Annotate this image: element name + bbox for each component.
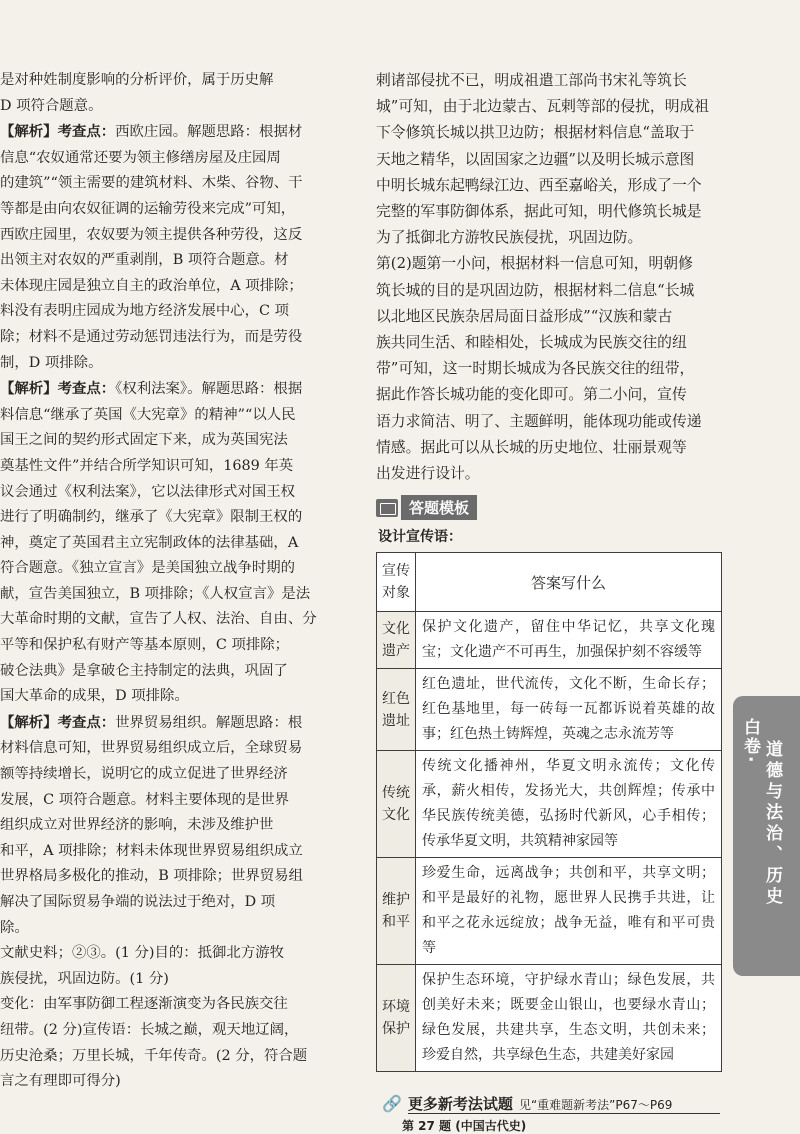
right-text-line: 以北地区民族杂居局面日益形成”“汉族和蒙古 [376, 307, 673, 325]
table-row [377, 669, 722, 751]
row-content: 传统文化播神州，华夏文明永流传；文化传承，薪火相传，发扬光大，共创辉煌；传承中华民族传统美德，弘扬时代新风，心手相传；传承华夏文明，共筑精神家园等 [416, 751, 722, 858]
left-text-line: 国王之间的契约形式固定下来，成为英国宪法 [0, 432, 288, 449]
left-text-line: 【解析】考查点：西欧庄园。解题思路：根据材 [0, 123, 303, 141]
page-footer: 第 27 题 (中国古代史) [402, 1119, 527, 1133]
left-text-line: 献，宣告美国独立，B 项排除；《人权宣言》是法 [0, 585, 311, 602]
left-text-line: 除。 [0, 919, 29, 936]
analysis-marker: 【解析】考查点： [0, 123, 116, 141]
right-text-line: 带”可知，这一时期长城成为各民族交往的纽带， [376, 360, 695, 378]
footer-divider [408, 1113, 720, 1114]
right-text-line: 据此作答长城功能的变化即可。第二小问，宣传 [376, 386, 687, 404]
left-text-line: 发展，C 项符合题意。材料主要体现的是世界 [0, 791, 290, 808]
left-text-line: 纽带。(2 分)宣传语：长城之巅，观天地辽阔， [0, 1021, 299, 1038]
row-category: 红色遗址 [377, 669, 416, 751]
analysis-marker: 【解析】考查点： [0, 380, 116, 398]
more-questions-title: 更多新考法试题 [407, 1095, 513, 1113]
left-text-line: 【解析】考查点：《权利法案》。解题思路：根据 [0, 380, 303, 398]
left-text-line: 言之有理即可得分) [0, 1073, 121, 1090]
row-content: 红色遗址，世代流传，文化不断，生命长存；红色基地里，每一砖每一瓦都诉说着英雄的故事；红色热土铸辉煌，英魂之志永流芳等 [416, 669, 722, 751]
left-text-line: 破仑法典》是拿破仑主持制定的法典，巩固了 [0, 662, 288, 679]
left-text-line: 平等和保护私有财产等基本原则，C 项排除； [0, 637, 290, 654]
left-text-line: 出领主对农奴的严重剥削，B 项符合题意。材 [0, 252, 289, 269]
left-text-line: 除；材料不是通过劳动惩罚违法行为，而是劳役 [0, 328, 303, 345]
left-text-line: 西欧庄园里，农奴要为领主提供各种劳役，这反 [0, 226, 303, 243]
left-text-line: 进行了明确制约，继承了《大宪章》限制王权的 [0, 509, 303, 526]
left-text-line: 议会通过《权利法案》，它以法律形式对国王权 [0, 483, 296, 500]
left-answer-column [0, 68, 324, 1095]
left-text-line: 信息“农奴通常还要为领主修缮房屋及庄园周 [0, 149, 281, 166]
left-text-line: 和平，A 项排除；材料未体现世界贸易组织成立 [0, 842, 303, 859]
template-header [376, 495, 477, 520]
right-text-line: 为了抵御北方游牧民族侵扰，巩固边防。 [376, 229, 643, 247]
right-text-line: 族共同生活、和睦相处，长城成为民族交往的纽 [376, 334, 687, 352]
left-text-line: 文献史料；②③。(1 分)目的：抵御北方游牧 [0, 945, 284, 962]
left-text-line: 【解析】考查点：世界贸易组织。解题思路：根 [0, 713, 303, 731]
row-category: 文化遗产 [377, 612, 416, 669]
more-questions [382, 1093, 672, 1114]
left-text-line: 解决了国际贸易争端的说法过于绝对，D 项 [0, 894, 276, 910]
book-icon [376, 499, 398, 517]
left-text-line: 变化：由军事防御工程逐渐演变为各民族交往 [0, 996, 288, 1013]
left-text-line: 国大革命的成果，D 项排除。 [0, 688, 189, 705]
left-text-line: 未体现庄园是独立自主的政治单位，A 项排除； [0, 277, 303, 294]
side-tab-title: 白卷· [740, 718, 760, 765]
table-row [377, 751, 722, 858]
right-answer-column [376, 68, 728, 487]
row-category: 维护和平 [377, 858, 416, 965]
left-text-line: 材料信息可知，世界贸易组织成立后，全球贸易 [0, 740, 303, 757]
header-answer: 答案写什么 [416, 553, 722, 612]
row-category: 环境保护 [377, 965, 416, 1072]
left-text-line: 额等持续增长，说明它的成立促进了世界经济 [0, 766, 288, 783]
left-text-line: 奠基性文件”并结合所学知识可知，1689 年英 [0, 457, 294, 474]
left-text-line: 等都是由向农奴征调的运输劳役来完成”可知， [0, 200, 296, 217]
left-text-line: 神，奠定了英国君主立宪制政体的法律基础，A [0, 534, 299, 551]
left-text-line: 料信息“继承了英国《大宪章》的精神”“以人民 [0, 406, 296, 423]
right-text-line: 下令修筑长城以拱卫边防；根据材料信息“盖取于 [376, 124, 695, 142]
right-text-line: 天地之精华，以固国家之边疆”以及明长城示意图 [376, 150, 695, 168]
right-text-line: 完整的军事防御体系，据此可知，明代修筑长城是 [376, 203, 702, 221]
right-text-line: 出发进行设计。 [376, 465, 480, 483]
header-target: 宣传对象 [377, 553, 416, 612]
right-text-line: 第(2)题第一小问，根据材料一信息可知，明朝修 [376, 255, 693, 273]
row-content: 珍爱生命，远离战争；共创和平，共享文明；和平是最好的礼物，愿世界人民携手共进，让和平之花永远绽放；战争无益，唯有和平可贵等 [416, 858, 722, 965]
row-content: 保护生态环境，守护绿水青山；绿色发展，共创美好未来；既要金山银山，也要绿水青山；绿色发展，共建共享，生态文明，共创未来；珍爱自然，共享绿色生态，共建美好家园 [416, 965, 722, 1072]
answer-template-table [376, 552, 722, 1072]
right-text-line: 中明长城东起鸭绿江边、西至嘉峪关，形成了一个 [376, 176, 702, 194]
table-row [377, 965, 722, 1072]
left-text-line: 的建筑”“领主需要的建筑材料、木柴、谷物、干 [0, 175, 303, 192]
left-text-line: 世界格局多极化的推动，B 项排除；世界贸易组 [0, 868, 303, 885]
row-category: 传统文化 [377, 751, 416, 858]
template-title: 答题模板 [401, 495, 477, 520]
table-row [377, 612, 722, 669]
left-text-line: 历史沧桑；万里长城，千年传奇。(2 分，符合题 [0, 1047, 308, 1064]
left-text-line: 组织成立对世界经济的影响，未涉及维护世 [0, 817, 274, 834]
analysis-marker: 【解析】考查点： [0, 713, 116, 731]
template-subtitle: 设计宣传语： [378, 529, 462, 545]
table-header-row [377, 553, 722, 612]
right-text-line: 筑长城的目的是巩固边防，根据材料二信息“长城 [376, 281, 695, 299]
right-text-line: 城”可知，由于北边蒙古、瓦剌等部的侵扰，明成祖 [376, 98, 710, 116]
left-text-line: 料没有表明庄园成为地方经济发展中心，C 项 [0, 303, 290, 320]
left-text-line: 大革命时期的文献，宣告了人权、法治、自由、分 [0, 611, 317, 628]
left-text-line: 族侵扰，巩固边防。(1 分) [0, 970, 169, 987]
left-text-line: 符合题意。《独立宣言》是美国独立战争时期的 [0, 560, 296, 577]
side-tab-subject: 道德与法治、历史 [762, 740, 782, 908]
right-text-line: 情感。据此可以从长城的历史地位、壮丽景观等 [376, 438, 687, 456]
table-row [377, 858, 722, 965]
left-text-line: 制，D 项排除。 [0, 354, 103, 371]
paperclip-icon: 🔗 [382, 1094, 402, 1113]
right-text-line: 剌诸部侵扰不已，明成祖遣工部尚书宋礼等筑长 [376, 72, 687, 89]
right-text-line: 语力求简洁、明了、主题鲜明，能体现功能或传递 [376, 412, 702, 430]
more-questions-ref: 见“重难题新考法”P67～P69 [518, 1098, 673, 1112]
row-content: 保护文化遗产，留住中华记忆，共享文化瑰宝；文化遗产不可再生，加强保护刻不容缓等 [416, 612, 722, 669]
left-text-line: 是对种姓制度影响的分析评价，属于历史解 [0, 72, 274, 88]
left-text-line: D 项符合题意。 [0, 97, 103, 114]
